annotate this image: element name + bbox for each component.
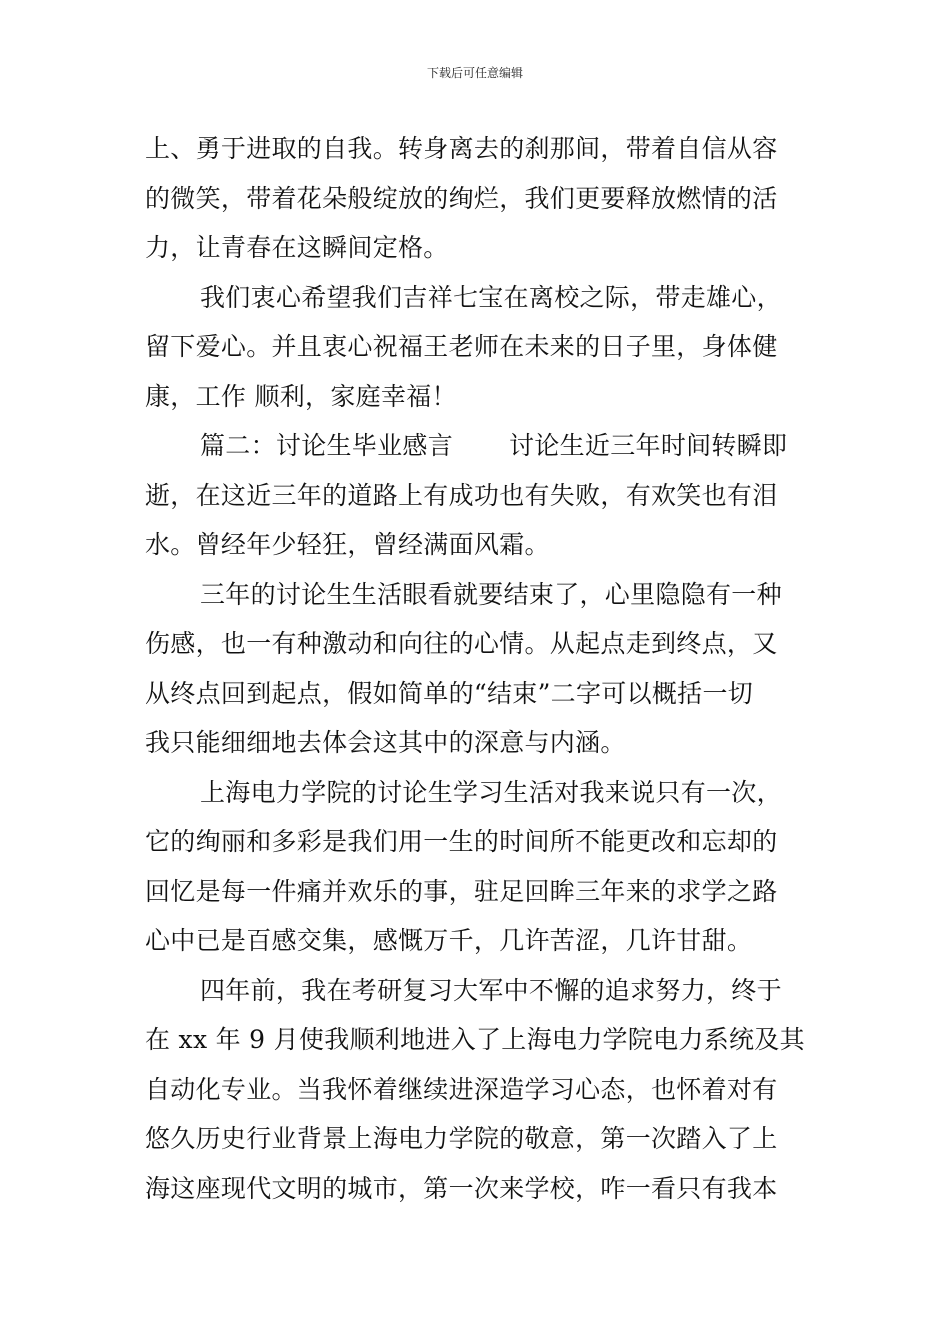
text-line: 水。曾经年少轻狂，曾经满面风霜。 [145, 530, 550, 559]
paragraph-start-line: 我们衷心希望我们吉祥七宝在离校之际，带走雄心， [200, 282, 782, 312]
text-line: 伤感，也一有种激动和向往的心情。从起点走到终点，又 [145, 629, 778, 658]
text-line: 康，工作 顺利，家庭幸福！ [145, 381, 457, 411]
text-line: 海这座现代文明的城市，第一次来学校，咋一看只有我本 [145, 1173, 778, 1203]
text-line: 力，让青春在这瞬间定格。 [145, 233, 449, 262]
document-body [145, 124, 809, 1213]
text-line: 我只能细细地去体会这其中的深意与内涵。 [145, 728, 626, 757]
text-line: 回忆是每一件痛并欢乐的事，驻足回眸三年来的求学之路 [145, 876, 778, 906]
section-heading-line [145, 421, 809, 471]
section-opening-text: 讨论生近三年时间转瞬即 [509, 431, 788, 460]
paragraph-start-line: 四年前，我在考研复习大军中不懈的追求努力，终于 [200, 975, 782, 1005]
page-header-note: 下载后可任意编辑 [426, 66, 523, 80]
text-line: 逝，在这近三年的道路上有成功也有失败，有欢笑也有泪 [145, 480, 778, 510]
paragraph-start-line: 上海电力学院的讨论生学习生活对我来说只有一次， [200, 777, 782, 807]
text-line: 心中已是百感交集，感慨万千，几许苦涩，几许甘甜。 [145, 926, 753, 955]
text-line: 的微笑，带着花朵般绽放的绚烂，我们更要释放燃情的活 [145, 183, 778, 213]
text-line: 它的绚丽和多彩是我们用一生的时间所不能更改和忘却的 [145, 827, 778, 856]
paragraph-start-line: 三年的讨论生生活眼看就要结束了，心里隐隐有一种 [200, 579, 782, 609]
text-line: 从终点回到起点，假如简单的“结束”二字可以概括一切 [145, 678, 754, 708]
text-line: 上、勇于进取的自我。转身离去的刹那间，带着自信从容 [145, 134, 778, 163]
section-heading: 篇二：讨论生毕业感言 [200, 431, 454, 460]
text-line: 留下爱心。并且衷心祝福王老师在未来的日子里，身体健 [145, 332, 778, 361]
text-line: 悠久历史行业背景上海电力学院的敬意，第一次踏入了上 [145, 1124, 778, 1153]
text-line: 自动化专业。当我怀着继续进深造学习心态，也怀着对有 [145, 1074, 778, 1104]
text-line: 在 xx 年 9 月使我顺利地进入了上海电力学院电力系统及其 [145, 1025, 805, 1054]
